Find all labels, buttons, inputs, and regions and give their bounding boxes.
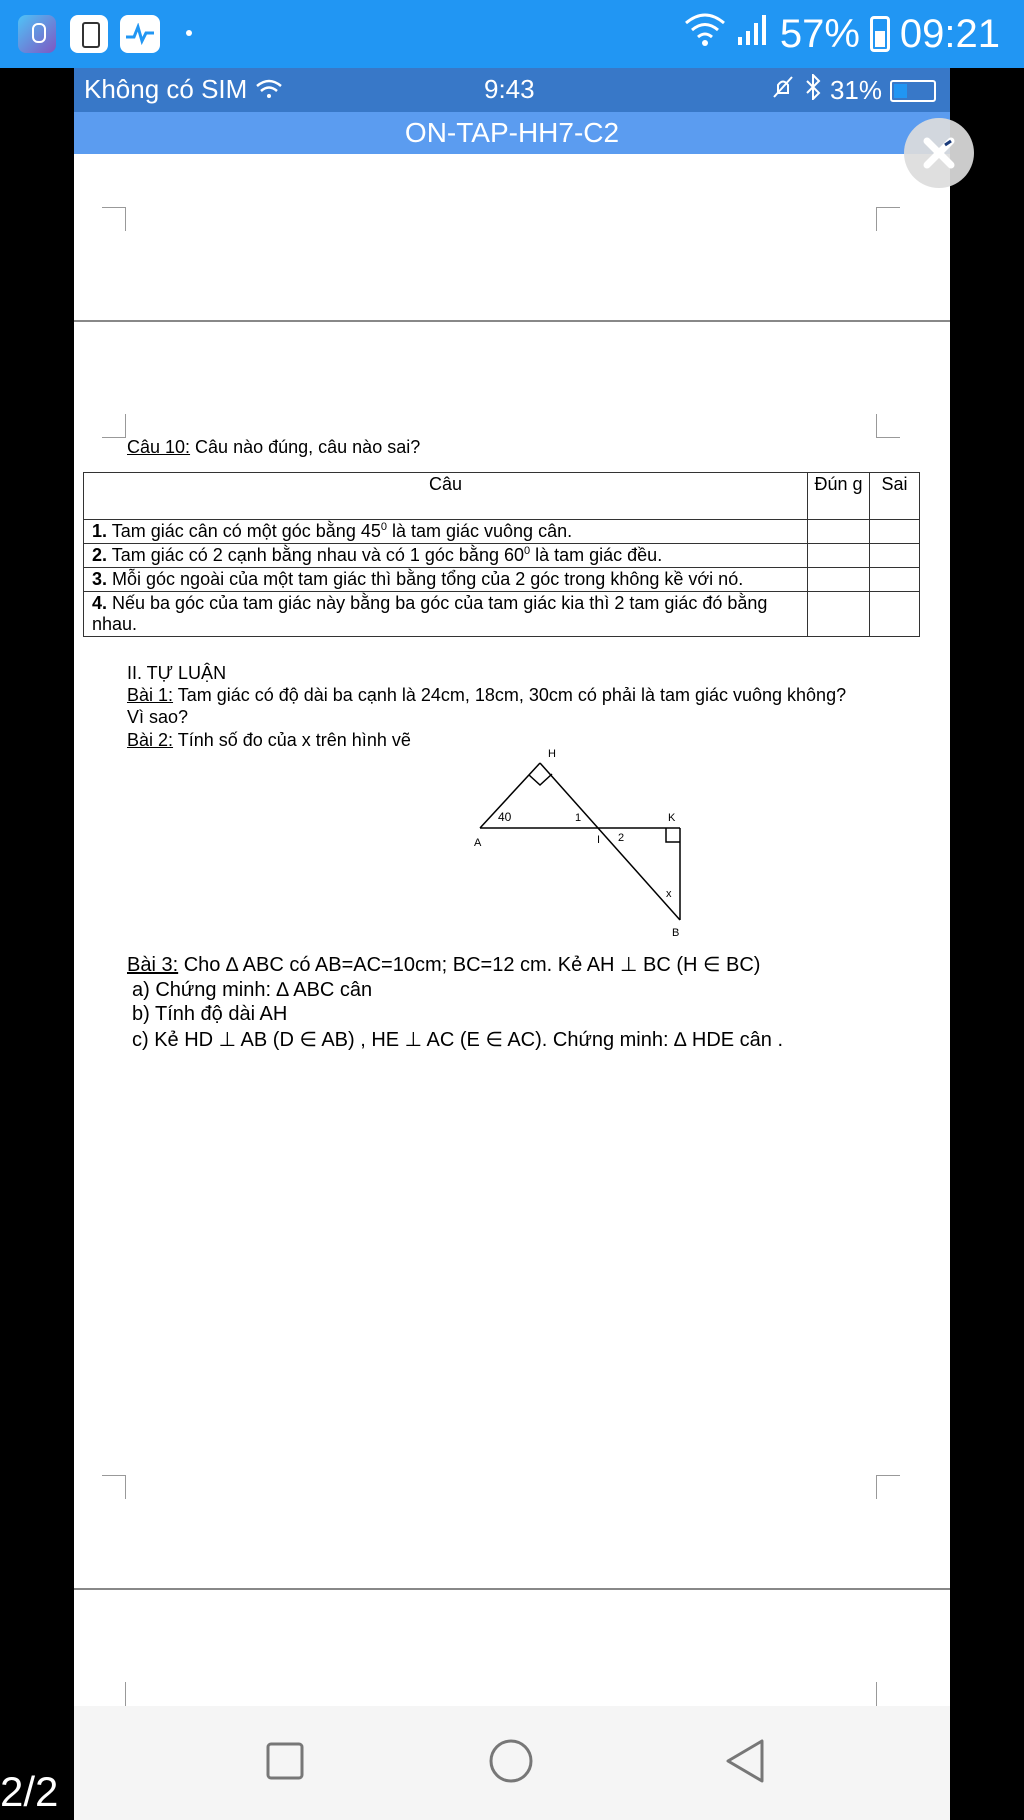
true-false-table [83, 472, 920, 637]
table-row: 2. Tam giác có 2 cạnh bằng nhau và có 1 góc bằng $60^0$ là tam giác đều. [84, 544, 920, 568]
margin-corner-mark [102, 414, 126, 438]
inner-wifi-icon [255, 78, 283, 98]
essay-heading: II. TỰ LUẬN [127, 663, 227, 683]
diagram-label-a: A [474, 837, 482, 849]
answer-cell[interactable] [808, 568, 870, 592]
exercise-1: Bài 1: Tam giác có độ dài ba cạnh là 24cm, 18cm, 30cm có phải là tam giác vuông không? Vì sao? [127, 685, 847, 727]
question-10 [127, 437, 420, 458]
outer-battery-percent: 57% [779, 11, 860, 56]
margin-corner-mark [876, 1475, 900, 1499]
diagram-x-label: x [666, 888, 672, 900]
page-separator [74, 320, 950, 322]
margin-corner-mark [102, 1682, 126, 1706]
inner-status-bar [74, 68, 950, 112]
margin-corner-mark [102, 207, 126, 231]
answer-cell[interactable] [808, 592, 870, 637]
diagram-angle-label: 2 [618, 832, 625, 844]
back-button[interactable] [722, 1736, 772, 1786]
bluetooth-icon [804, 74, 822, 107]
mute-icon [770, 75, 796, 106]
circle-icon [486, 1736, 536, 1786]
margin-corner-mark [876, 414, 900, 438]
home-button[interactable] [486, 1736, 536, 1786]
phone-app-icon [70, 15, 108, 53]
exercise-3: Bài 3: Cho ∆ ABC có AB=AC=10cm; BC=12 cm. Kẻ AH ⊥ BC (H ∈ BC) [127, 954, 761, 976]
activity-app-icon [120, 15, 160, 53]
diagram-label-k: K [668, 812, 676, 824]
battery-icon [870, 16, 890, 52]
document-title: ON-TAP-HH7-C2 [74, 112, 950, 154]
inner-time: 9:43 [484, 74, 535, 104]
page-indicator: 2/2 [0, 1768, 59, 1815]
diagram-angle-label: 1 [575, 812, 582, 824]
margin-corner-mark [102, 1475, 126, 1499]
table-header: Sai [870, 473, 920, 520]
table-header: Câu [84, 473, 808, 520]
inner-battery-percent: 31% [829, 75, 882, 105]
outer-status-bar [0, 0, 1024, 68]
exercise-3-item: b) Tính độ dài AH [132, 1003, 288, 1025]
exercise-3-item: a) Chứng minh: ∆ ABC cân [132, 979, 373, 1001]
close-icon [919, 133, 959, 173]
table-row: 3. Mỗi góc ngoài của một tam giác thì bằng tổng của 2 góc trong không kề với nó. [84, 568, 920, 592]
wifi-icon [684, 11, 726, 57]
answer-cell[interactable] [870, 544, 920, 568]
square-icon [260, 1736, 310, 1786]
notification-dot-icon [186, 30, 192, 36]
question-text: Câu nào đúng, câu nào sai? [190, 437, 421, 457]
diagram-angle-label: 40 [498, 810, 512, 824]
page-separator [74, 1588, 950, 1590]
outer-time: 09:21 [899, 11, 1000, 56]
answer-cell[interactable] [870, 520, 920, 544]
margin-corner-mark [876, 1682, 900, 1706]
answer-cell[interactable] [870, 592, 920, 637]
diagram-label-h: H [548, 748, 556, 760]
answer-cell[interactable] [870, 568, 920, 592]
exercise-3-item: c) Kẻ HD ⊥ AB (D ∈ AB) , HE ⊥ AC (E ∈ AC). Chứng minh: ∆ HDE cân . [132, 1029, 784, 1051]
margin-corner-mark [876, 207, 900, 231]
question-label: Câu 10: [127, 437, 191, 457]
carrier-text: Không có SIM [84, 74, 248, 104]
recent-apps-button[interactable] [260, 1736, 310, 1786]
voice-recorder-app-icon [18, 15, 56, 53]
answer-cell[interactable] [808, 520, 870, 544]
triangle-back-icon [722, 1736, 772, 1786]
table-row: 1. Tam giác cân có một góc bằng $45^0$ là tam giác vuông cân. [84, 520, 920, 544]
diagram-label-b: B [672, 927, 680, 939]
close-button[interactable] [904, 118, 974, 188]
table-row: 4. Nếu ba góc của tam giác này bằng ba góc của tam giác kia thì 2 tam giác đó bằng nhau. [84, 592, 920, 637]
exercise-2: Bài 2: Tính số đo của x trên hình vẽ [127, 730, 411, 750]
table-header: Đún g [808, 473, 870, 520]
navigation-bar [74, 1706, 950, 1820]
geometry-diagram [470, 745, 710, 945]
inner-battery-icon [890, 80, 936, 102]
signal-icon [736, 13, 770, 55]
diagram-label-i: I [597, 834, 601, 846]
answer-cell[interactable] [808, 544, 870, 568]
